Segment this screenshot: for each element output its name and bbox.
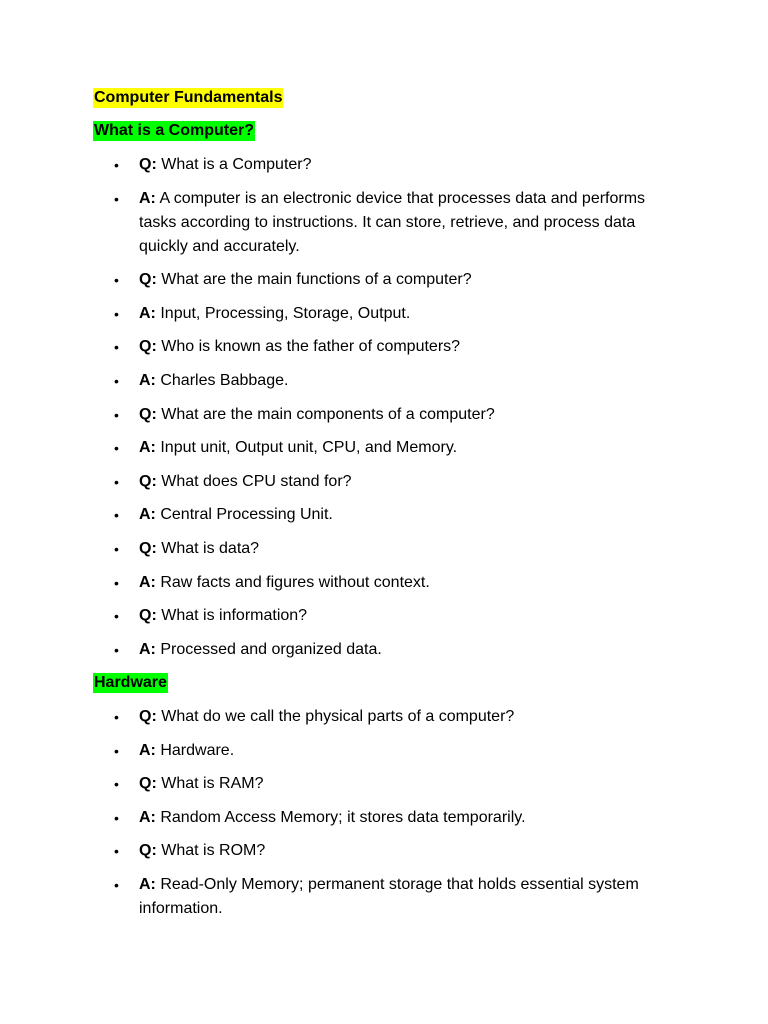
answer-prefix: A: bbox=[139, 506, 156, 524]
section-heading-hardware: Hardware bbox=[94, 674, 167, 691]
answer-prefix: A: bbox=[139, 304, 156, 322]
bullet-icon: • bbox=[114, 305, 119, 322]
item-text: Central Processing Unit. bbox=[160, 506, 333, 524]
list-item bbox=[0, 873, 768, 921]
item-text: Charles Babbage. bbox=[160, 371, 289, 389]
item-text: What is a Computer? bbox=[161, 156, 312, 173]
bullet-icon: • bbox=[114, 272, 119, 289]
list-item bbox=[0, 806, 768, 830]
section-heading-what-is-a-computer: What is a Computer? bbox=[94, 122, 255, 139]
document-title: Computer Fundamentals bbox=[94, 89, 283, 106]
bullet-icon: • bbox=[114, 641, 119, 658]
bullet-icon: • bbox=[114, 776, 119, 793]
question-prefix: Q: bbox=[139, 405, 157, 423]
list-item bbox=[0, 369, 768, 393]
question-prefix: Q: bbox=[139, 271, 157, 289]
list-item bbox=[0, 571, 768, 595]
bullet-icon: • bbox=[114, 843, 119, 860]
list-item bbox=[0, 503, 768, 527]
answer-prefix: A: bbox=[139, 371, 156, 389]
bullet-icon: • bbox=[114, 709, 119, 725]
bullet-icon: • bbox=[114, 372, 119, 389]
bullet-icon: • bbox=[114, 473, 119, 490]
bullet-icon: • bbox=[114, 440, 119, 457]
item-text: What is RAM? bbox=[161, 775, 264, 793]
bullet-icon: • bbox=[114, 876, 119, 893]
answer-prefix: A: bbox=[139, 741, 156, 759]
list-item bbox=[0, 537, 768, 561]
question-prefix: Q: bbox=[139, 156, 157, 173]
answer-prefix: A: bbox=[139, 875, 156, 893]
bullet-icon: • bbox=[114, 507, 119, 524]
item-text: Who is known as the father of computers? bbox=[161, 338, 461, 356]
bullet-icon: • bbox=[114, 406, 119, 423]
question-prefix: Q: bbox=[139, 607, 157, 625]
item-text: What does CPU stand for? bbox=[161, 472, 352, 490]
question-prefix: Q: bbox=[139, 842, 157, 860]
item-text: A computer is an electronic device that processes data and performs tasks according to instructions. It can store, retrieve, and process data quickly and accurately. bbox=[139, 189, 646, 255]
list-item bbox=[0, 604, 768, 628]
item-text: Hardware. bbox=[160, 741, 235, 759]
qa-list-what-is-a-computer bbox=[0, 153, 768, 671]
list-item bbox=[0, 470, 768, 494]
answer-prefix: A: bbox=[139, 573, 156, 591]
bullet-icon: • bbox=[114, 190, 119, 207]
list-item bbox=[0, 739, 768, 763]
list-item bbox=[0, 187, 768, 259]
list-item bbox=[0, 436, 768, 460]
item-text: Raw facts and figures without context. bbox=[160, 573, 430, 591]
list-item bbox=[0, 638, 768, 662]
bullet-icon: • bbox=[114, 742, 119, 759]
item-text: What do we call the physical parts of a computer? bbox=[161, 708, 515, 725]
item-text: What are the main components of a computer? bbox=[161, 405, 495, 423]
item-text: What is data? bbox=[161, 539, 260, 557]
qa-list-hardware bbox=[0, 705, 768, 931]
bullet-icon: • bbox=[114, 157, 119, 173]
list-item bbox=[0, 268, 768, 292]
item-text: Input unit, Output unit, CPU, and Memory. bbox=[160, 439, 458, 457]
list-item bbox=[0, 403, 768, 427]
bullet-icon: • bbox=[114, 809, 119, 826]
question-prefix: Q: bbox=[139, 539, 157, 557]
item-text: Input, Processing, Storage, Output. bbox=[160, 304, 411, 322]
list-item bbox=[0, 335, 768, 359]
item-text: What are the main functions of a computer? bbox=[161, 271, 472, 289]
bullet-icon: • bbox=[114, 339, 119, 356]
question-prefix: Q: bbox=[139, 338, 157, 356]
bullet-icon: • bbox=[114, 540, 119, 557]
list-item bbox=[0, 153, 768, 177]
question-prefix: Q: bbox=[139, 775, 157, 793]
answer-prefix: A: bbox=[139, 808, 156, 826]
question-prefix: Q: bbox=[139, 708, 157, 725]
list-item bbox=[0, 302, 768, 326]
item-text: What is ROM? bbox=[161, 842, 266, 860]
item-text: Read-Only Memory; permanent storage that holds essential system information. bbox=[139, 875, 639, 917]
bullet-icon: • bbox=[114, 608, 119, 625]
list-item bbox=[0, 839, 768, 863]
item-text: What is information? bbox=[161, 607, 308, 625]
answer-prefix: A: bbox=[139, 640, 156, 658]
item-text: Processed and organized data. bbox=[160, 640, 382, 658]
answer-prefix: A: bbox=[139, 439, 156, 457]
list-item bbox=[0, 705, 768, 729]
question-prefix: Q: bbox=[139, 472, 157, 490]
bullet-icon: • bbox=[114, 574, 119, 591]
list-item bbox=[0, 772, 768, 796]
answer-prefix: A: bbox=[139, 189, 156, 207]
item-text: Random Access Memory; it stores data temporarily. bbox=[160, 808, 526, 826]
